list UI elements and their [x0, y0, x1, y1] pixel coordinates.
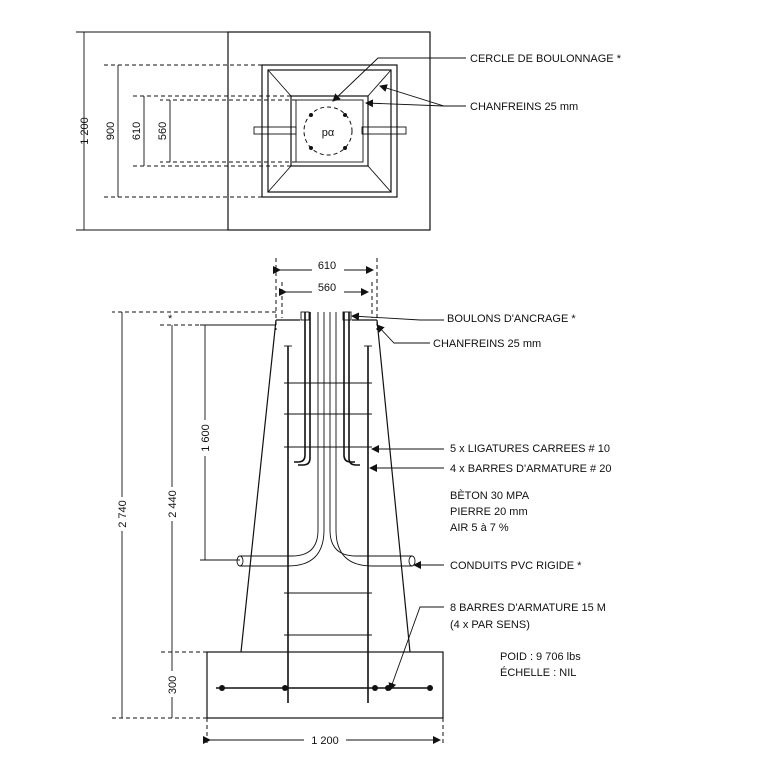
label-footing-rebar: 8 BARRES D'ARMATURE 15 M [450, 602, 606, 614]
footing-rebar-section [282, 685, 288, 691]
label-footing-rebar-sub: (4 x PAR SENS) [450, 619, 530, 631]
leader-chamfers-2 [366, 103, 444, 106]
label-ties: 5 x LIGATURES CARREES # 10 [450, 443, 610, 455]
note-scale: ÉCHELLE : NIL [500, 667, 577, 679]
label-rebar-main: 4 x BARRES D'ARMATURE # 20 [450, 463, 612, 475]
dim-top-outer: 610 [317, 260, 337, 272]
elevation-view [112, 258, 611, 747]
anchor-bolt-dot [309, 113, 313, 117]
plan-slope-line [368, 166, 391, 192]
conduit-left-inner [240, 312, 324, 566]
anchor-bolt [294, 312, 305, 462]
dim-bolt-length: 1 600 [200, 424, 212, 452]
plan-slope-line [368, 70, 391, 96]
asterisk-marker: * [168, 313, 173, 325]
dim-collar-plan: 610 [131, 121, 143, 141]
footing-elevation [207, 652, 443, 718]
plan-slope-line [268, 70, 291, 96]
footing-rebar-section [385, 685, 391, 691]
dim-total-height: 2 740 [117, 500, 129, 528]
pier-right-face [377, 320, 410, 652]
leader-footing-rebar [390, 607, 444, 690]
dim-pier-height: 2 440 [167, 490, 179, 518]
anchor-bolt-dot [309, 146, 313, 150]
conduit-plan-left [254, 127, 296, 134]
plan-slope-line [268, 166, 291, 192]
anchor-bolt [349, 312, 360, 465]
conduit-left-outer [240, 312, 318, 556]
conduit-right-outer [330, 312, 412, 556]
footing-rebar-section [427, 685, 433, 691]
dim-footing-height: 300 [167, 675, 179, 695]
label-conduits: CONDUITS PVC RIGIDE * [450, 560, 582, 572]
conduit-end [237, 556, 243, 566]
anchor-bolt-dot [343, 146, 347, 150]
spec-concrete: BÈTON 30 MPA [450, 490, 530, 502]
label-chamfers-plan: CHANFREINS 25 mm [470, 101, 579, 113]
dim-top-inner: 560 [317, 282, 337, 294]
dim-inner-plan: 560 [157, 121, 169, 141]
conduit-end [409, 556, 415, 566]
note-weight: POID : 9 706 lbs [500, 651, 581, 663]
dim-footing-width: 1 200 [311, 735, 339, 747]
footing-rebar-section [219, 685, 225, 691]
dim-chamfer-plan: 900 [105, 121, 117, 141]
footing-rebar-section [372, 685, 378, 691]
label-anchor-bolts: BOULONS D'ANCRAGE * [447, 313, 576, 325]
spec-stone: PIERRE 20 mm [450, 506, 528, 518]
label-chamfers-elev: CHANFREINS 25 mm [433, 338, 542, 350]
center-mark: pα [321, 127, 335, 139]
dim-overall-plan: 1 200 [79, 117, 91, 145]
conduit-plan-right [362, 127, 406, 134]
spec-air: AIR 5 à 7 % [450, 522, 509, 534]
leader-chamfers-1 [380, 86, 466, 106]
anchor-bolt-dot [343, 113, 347, 117]
leader-chamfers-elev [377, 325, 430, 343]
label-bolt-circle: CERCLE DE BOULONNAGE * [470, 53, 621, 65]
conduit-right-inner [336, 312, 412, 566]
pier-left-face [241, 320, 276, 652]
anchor-bolt [298, 312, 310, 465]
top-view [76, 32, 622, 230]
